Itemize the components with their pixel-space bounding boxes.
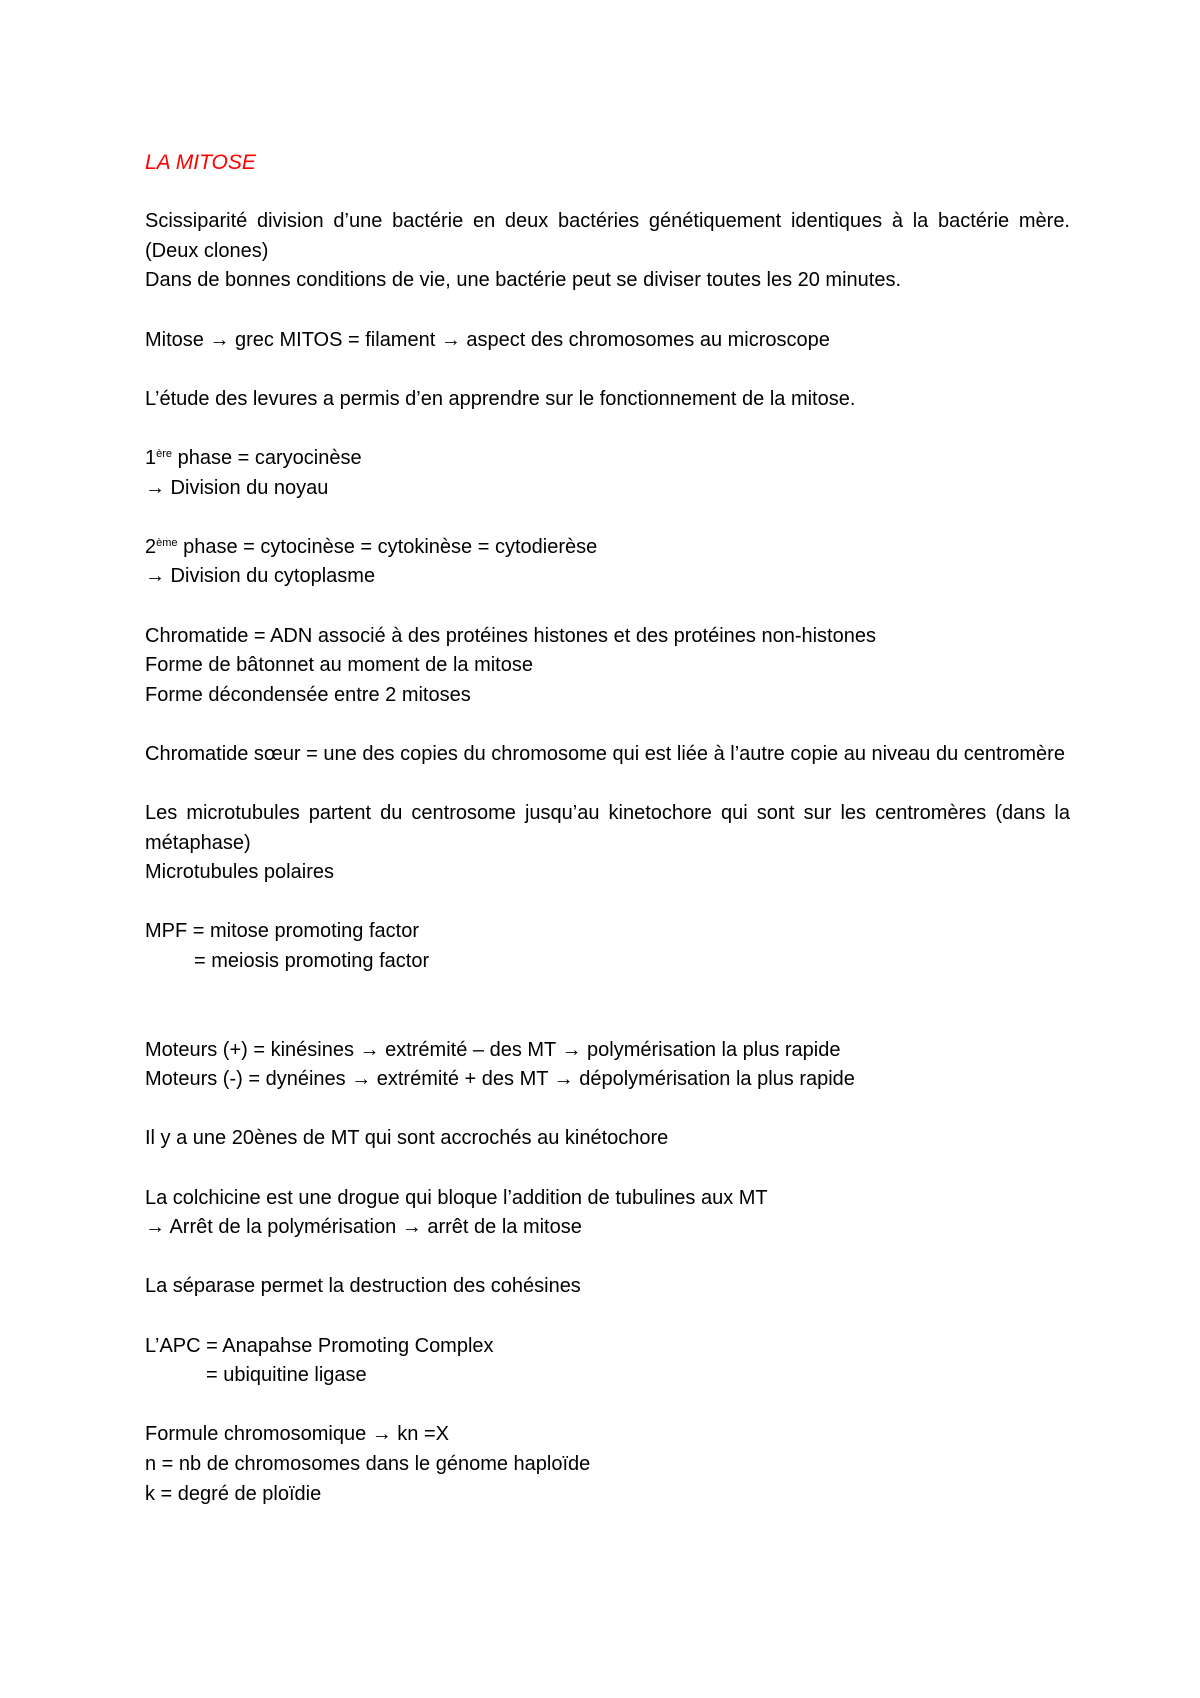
page-title: LA MITOSE [145,151,256,174]
text-line: La séparase permet la destruction des cohésines [145,1275,581,1298]
text-line: Forme de bâtonnet au moment de la mitose [145,654,533,677]
ordinal-suffix: ère [156,447,173,460]
text-line [145,533,1070,563]
paragraph-phase-1 [145,444,1070,503]
paragraph-colchicine [145,1184,1070,1243]
text-line: → Division du cytoplasme [145,565,376,588]
text-line: = meiosis promoting factor [194,950,430,973]
text-line: Mitose → grec MITOS = filament → aspect des chromosomes au microscope [145,328,830,351]
phase-label: phase = caryocinèse [172,446,362,469]
paragraph-separase [145,1272,1070,1302]
paragraph-levures [145,385,1070,415]
paragraph-microtubules [145,799,1070,888]
paragraph-chromatide [145,622,1070,711]
text-line: Moteurs (+) = kinésines → extrémité – des MT → polymérisation la plus rapide [145,1038,841,1061]
text-line: n = nb de chromosomes dans le génome haploïde [145,1452,591,1475]
text-line: → Division du noyau [145,476,329,499]
paragraph-mpf [145,917,1070,976]
paragraph-kinetochore [145,1124,1070,1154]
text-line: Chromatide sœur = une des copies du chromosome qui est liée à l’autre copie au niveau du centromère [145,742,1065,765]
paragraph-chromatide-soeur [145,740,1070,770]
text-line: Les microtubules partent du centrosome jusqu’au kinetochore qui sont sur les centromères (dans la métaphase) [145,802,1070,854]
phase-number: 2 [145,535,157,558]
text-line: Microtubules polaires [145,861,334,884]
text-line: MPF = mitose promoting factor [145,920,419,943]
paragraph-formule [145,1420,1070,1509]
text-line: = ubiquitine ligase [206,1364,367,1387]
text-line: Scissiparité division d’une bactérie en deux bactéries génétiquement identiques à la bactérie mère. (Deux clones) [145,210,1070,262]
text-line: Chromatide = ADN associé à des protéines histones et des protéines non-histones [145,624,876,647]
text-line: Forme décondensée entre 2 mitoses [145,683,471,706]
text-line: Il y a une 20ènes de MT qui sont accrochés au kinétochore [145,1127,669,1150]
text-line [145,444,1070,474]
paragraph-phase-2 [145,533,1070,592]
text-line: La colchicine est une drogue qui bloque l’addition de tubulines aux MT [145,1186,768,1209]
document-body [145,148,1070,1539]
paragraph-scissiparite [145,207,1070,296]
text-line: L’APC = Anapahse Promoting Complex [145,1334,494,1357]
text-line: → Arrêt de la polymérisation → arrêt de la mitose [145,1216,582,1239]
phase-label: phase = cytocinèse = cytokinèse = cytodierèse [177,535,598,558]
paragraph-mitose-etymology [145,326,1070,356]
text-line: k = degré de ploïdie [145,1482,322,1505]
text-line: Moteurs (-) = dynéines → extrémité + des MT → dépolymérisation la plus rapide [145,1068,855,1091]
phase-number: 1 [145,446,157,469]
text-line: Formule chromosomique → kn =X [145,1423,450,1446]
text-line: Dans de bonnes conditions de vie, une bactérie peut se diviser toutes les 20 minutes. [145,269,902,292]
text-line: L’étude des levures a permis d’en apprendre sur le fonctionnement de la mitose. [145,387,856,410]
paragraph-moteurs [145,1036,1070,1095]
ordinal-suffix: ème [156,536,178,549]
paragraph-apc [145,1332,1070,1391]
